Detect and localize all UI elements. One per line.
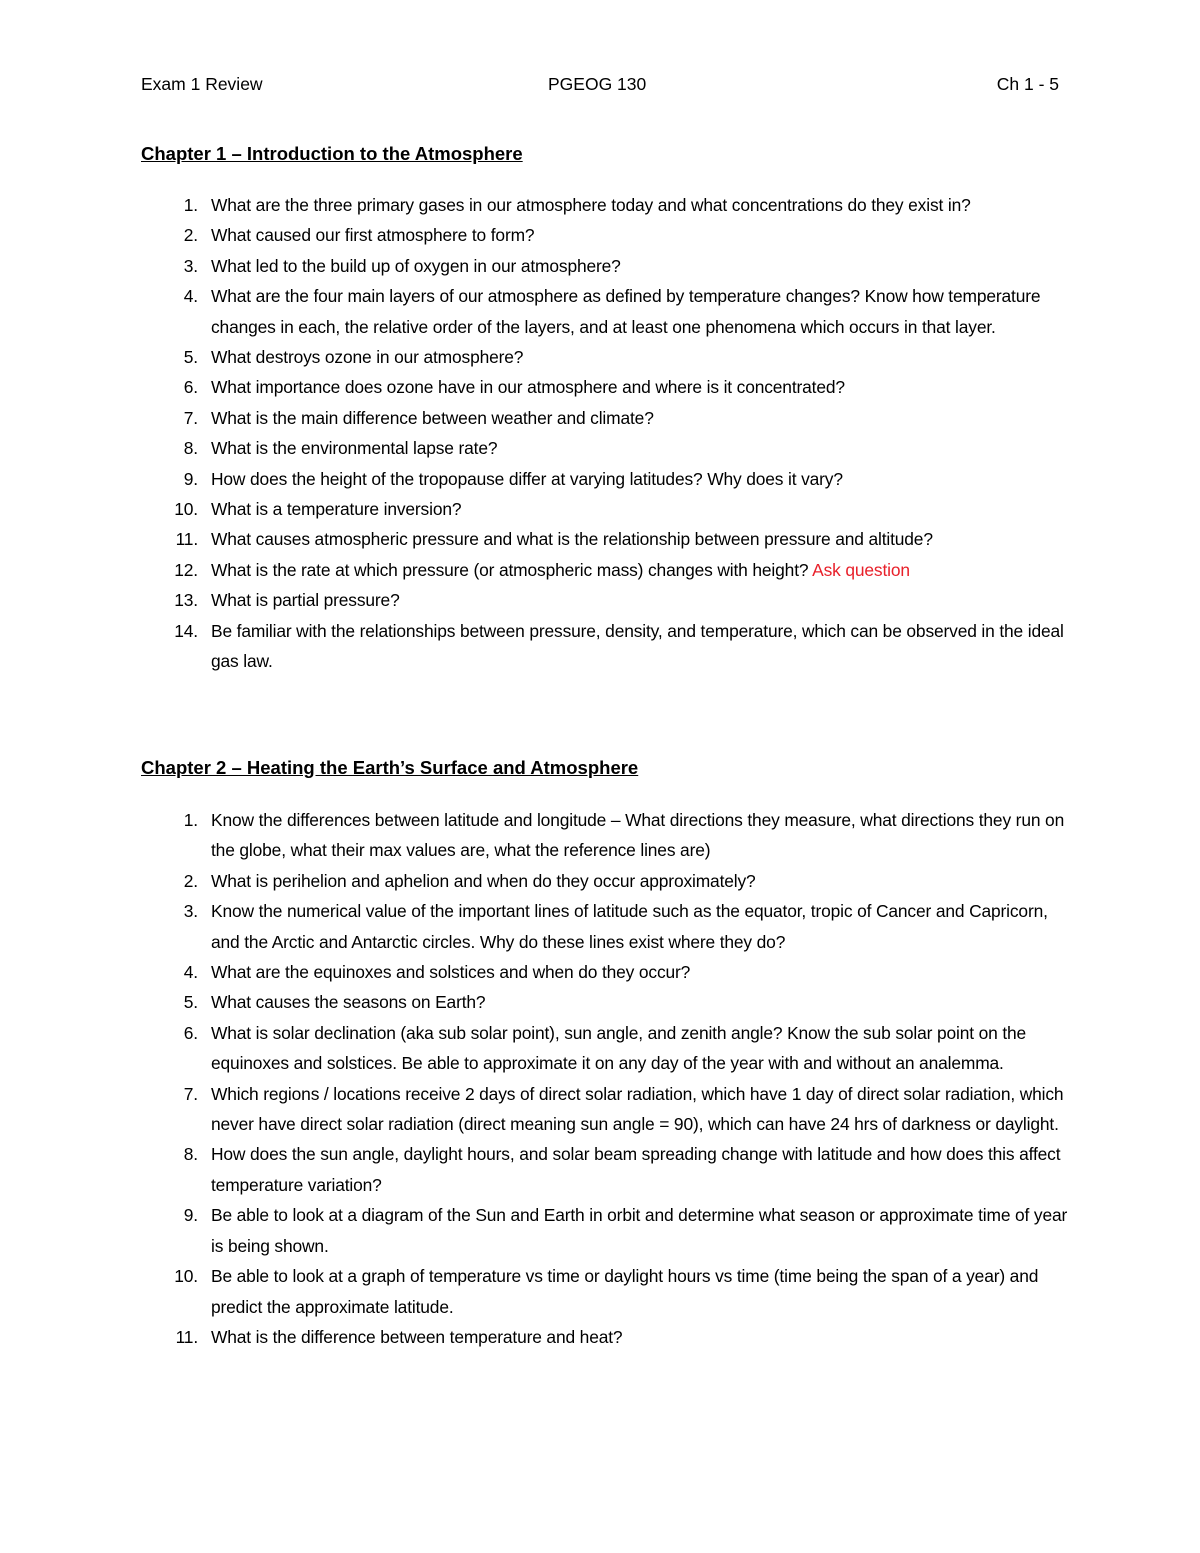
question-item [0,1322,1073,1352]
header-right: Ch 1 - 5 [996,74,1059,94]
question-item [0,866,1073,896]
question-text: What is solar declination (aka sub solar point), sun angle, and zenith angle? Know the sub solar point on the equinoxes and solstices. Be able to approximate it on any day of the year with and without an analemma. [211,1022,1027,1074]
question-item [0,1018,1073,1079]
question-number: 7. [183,1083,198,1104]
question-number: 11. [175,1326,198,1347]
ask-question-note: Ask question [812,559,910,580]
question-item [0,1200,1073,1261]
question-number: 12. [174,559,198,580]
question-number: 1. [183,195,198,215]
question-text: Know the differences between latitude and longitude – What directions they measure, what directions they run on the globe, what their max values are, what the reference lines are) [211,810,1065,861]
question-number: 5. [183,992,198,1013]
question-number: 2. [183,225,198,246]
header-center: PGEOG 130 [548,74,647,94]
question-item [0,616,1073,677]
question-item [0,585,1073,615]
question-text: What causes atmospheric pressure and what is the relationship between pressure and altitude? [211,529,933,550]
question-number: 3. [183,255,198,276]
question-item [0,464,1073,494]
question-text: How does the height of the tropopause differ at varying latitudes? Why does it vary? [211,468,843,489]
question-item [0,220,1073,250]
chapter-2-title: Chapter 2 – Heating the Earth’s Surface and Atmosphere [141,757,639,778]
question-number: 11. [175,529,198,550]
question-item [0,555,1073,585]
question-item [0,987,1073,1017]
question-text: What destroys ozone in our atmosphere? [211,347,524,368]
question-text: Be able to look at a graph of temperature vs time or daylight hours vs time (time being the span of a year) and predict the approximate latitude. [211,1266,1039,1317]
question-text: What is the rate at which pressure (or atmospheric mass) changes with height? [211,559,809,580]
question-text: What causes the seasons on Earth? [211,992,486,1013]
question-item [0,433,1073,463]
question-item [0,281,1073,342]
question-text: Be able to look at a diagram of the Sun and Earth in orbit and determine what season or approximate time of year is being shown. [211,1205,1068,1256]
question-item [0,1261,1073,1322]
chapter-2-questions [0,805,1073,1352]
question-number: 2. [183,870,198,891]
question-text: What is perihelion and aphelion and when do they occur approximately? [211,870,756,891]
question-number: 4. [183,286,198,307]
question-item [0,372,1073,402]
question-text: What is the difference between temperature and heat? [211,1326,623,1347]
question-number: 8. [183,1144,198,1165]
question-text: Which regions / locations receive 2 days of direct solar radiation, which have 1 day of direct solar radiation, which never have direct solar radiation (direct meaning sun angle = 90), which can have 24 hrs of darkness or daylight. [211,1083,1064,1135]
question-item [0,1139,1073,1200]
question-number: 14. [174,620,198,641]
question-text: What is the main difference between weather and climate? [211,407,654,428]
question-text: What are the equinoxes and solstices and when do they occur? [211,962,691,983]
question-item [0,1079,1073,1140]
question-number: 1. [183,810,198,830]
question-text: What is the environmental lapse rate? [211,438,498,459]
question-text: Be familiar with the relationships between pressure, density, and temperature, which can be observed in the ideal gas law. [211,620,1064,672]
question-item [0,342,1073,372]
question-number: 9. [183,1205,198,1226]
question-item [0,896,1073,957]
chapter-1-title: Chapter 1 – Introduction to the Atmosphere [141,143,523,164]
question-item [0,494,1073,524]
question-text: Know the numerical value of the important lines of latitude such as the equator, tropic of Cancer and Capricorn, and the Arctic and Antarctic circles. Why do these lines exist where they do? [211,901,1048,952]
question-number: 8. [183,438,198,459]
header-left: Exam 1 Review [141,74,263,94]
question-item [0,524,1073,554]
page-header [141,74,1059,98]
question-number: 6. [183,1022,198,1043]
question-item [0,251,1073,281]
question-item [0,403,1073,433]
question-item [0,190,1073,220]
question-number: 13. [174,590,198,611]
question-text: What are the three primary gases in our atmosphere today and what concentrations do they exist in? [211,195,971,215]
question-text: What led to the build up of oxygen in our atmosphere? [211,255,621,276]
chapter-1-questions [0,190,1073,677]
question-text: What is a temperature inversion? [211,499,462,520]
question-number: 9. [183,468,198,489]
question-text: What are the four main layers of our atmosphere as defined by temperature changes? Know how temperature changes in each, the relative order of the layers, and at least one phenomena which occurs in that layer. [211,286,1041,337]
question-number: 3. [183,901,198,922]
question-number: 4. [183,962,198,983]
question-text: What caused our first atmosphere to form? [211,225,535,246]
question-number: 6. [183,377,198,398]
question-item [0,805,1073,866]
question-item [0,957,1073,987]
question-number: 7. [183,407,198,428]
question-number: 10. [174,1266,198,1287]
question-text: How does the sun angle, daylight hours, and solar beam spreading change with latitude and how does this affect temperature variation? [211,1144,1061,1195]
question-number: 5. [183,347,198,368]
question-text: What importance does ozone have in our atmosphere and where is it concentrated? [211,377,845,398]
question-number: 10. [174,499,198,520]
question-text: What is partial pressure? [211,590,400,611]
